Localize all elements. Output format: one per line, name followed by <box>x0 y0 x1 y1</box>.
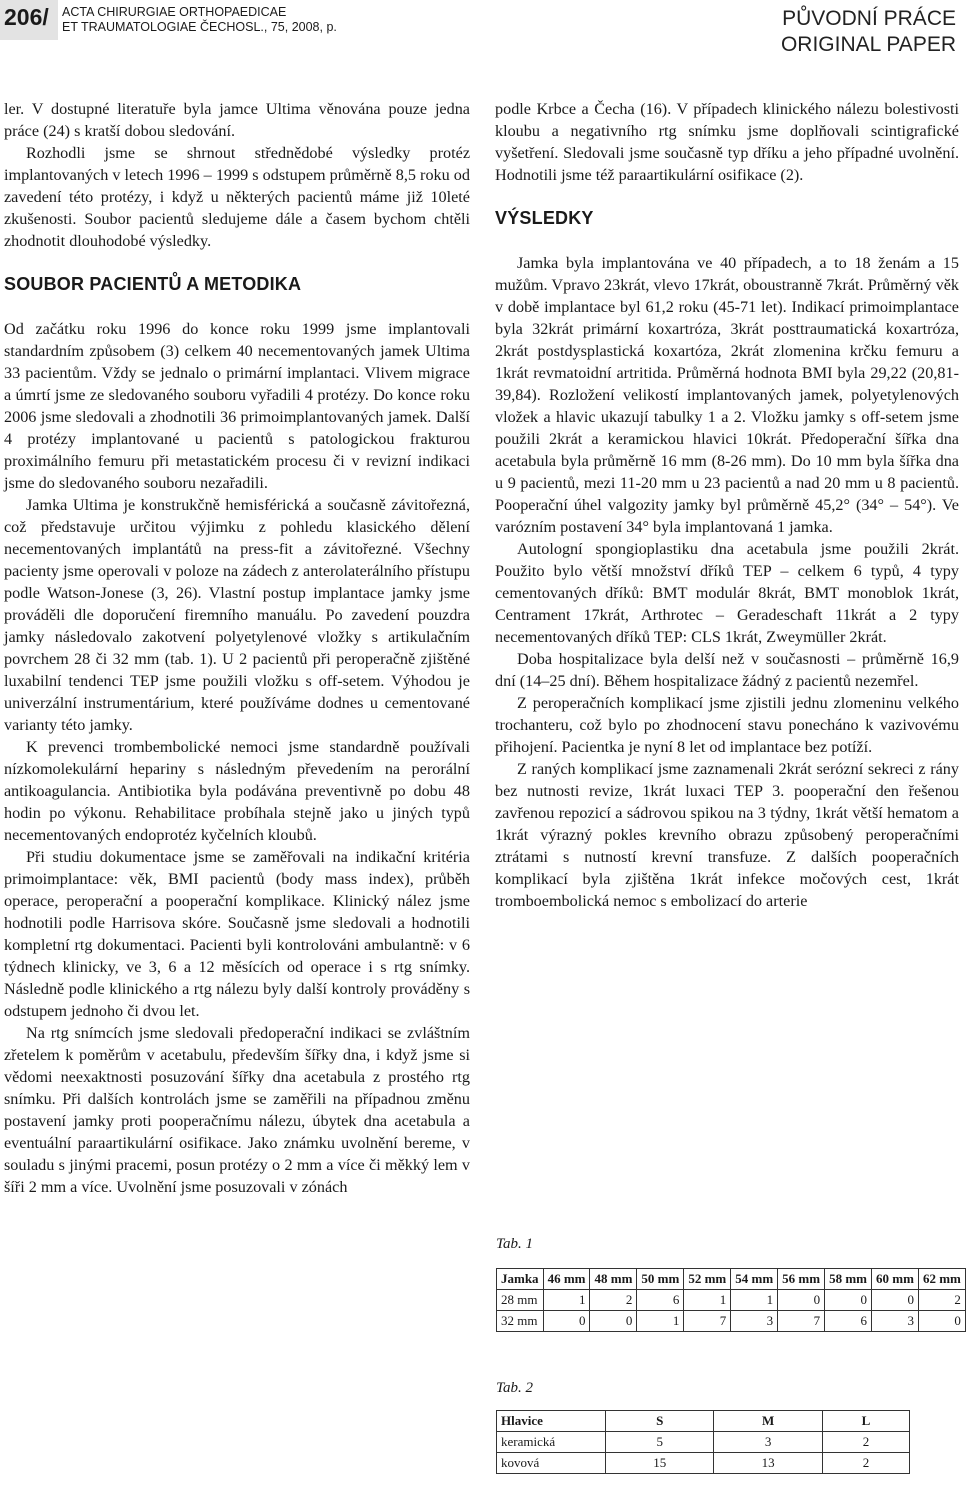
paper-type-en: ORIGINAL PAPER <box>780 33 956 56</box>
table-cell: 0 <box>872 1290 919 1311</box>
table-header-cell: 60 mm <box>872 1269 919 1290</box>
table-header-cell: Jamka <box>497 1269 544 1290</box>
paragraph: Jamka byla implantována ve 40 případech, a to 18 ženám a 15 mužům. Vpravo 23krát, vlevo 17krát, oboustranně 7krát. Průměrný věk v době implantace byl 61,2 roku (45-71 let). Indikací primoimplantace byla 32krát primární koxartróza, 3krát posttraumatická koxartróza, 2krát postdysplastická koxartóza, 2krát zlomenina krčku femuru a 1krát revmatoidní artritida. Průměrná hodnota BMI byla 29,22 (20,81-39,84). Rozložení velikostí implantovaných jamek, polyetylenových vložek a hlavic ukazují tabulky 1 a 2. Vložku jamky s off-setem jsme použili 2krát a keramickou hlavici 10krát. Předoperační šířka dna acetabula byla průměrně 16 mm (8-26 mm). Do 10 mm byla šířka dna u 9 pacientů, mezi 11-20 mm u 23 pacientů a nad 20 mm u 8 pacientů. Pooperační úhel valgozity jamky byl průměrně 45,2° (34° – 54°). Ve varózním postavení 34° byla implantovaná 1 jamka. <box>495 254 959 536</box>
table-cell: 6 <box>637 1290 684 1311</box>
paper-type <box>781 6 956 58</box>
table-cell: 0 <box>590 1311 637 1332</box>
left-column <box>4 98 470 1198</box>
paragraph: podle Krbce a Čecha (16). V případech klinického nálezu bolestivosti kloubu a negativního rtg snímku jsme doplňovali scintigrafické vyšetření. Sledovali jsme současně typ dříku a jeho případné uvolnění. Hodnotili jsme též paraartikulární osifikace (2). <box>495 100 959 184</box>
table-cell: 0 <box>918 1311 965 1332</box>
paragraph: Od začátku roku 1996 do konce roku 1999 jsme implantovali standardním způsobem (3) celkem 40 necementovaných jamek Ultima 33 pacientům. Vždy se jednalo o primární implantaci. Vlivem migrace a úmrtí jsme ze sledovaného souboru vyřadili 4 protézy. Do konce roku 2006 jsme sledovali a zhodnotili 36 primoimplantovaných jamek. Další 4 protézy implantované u pacientů s patologickou frakturou proximálního femuru při metastatickém procesu či v revizní indikaci jsme do sledovaného souboru nezařadili. <box>4 320 470 492</box>
table-cell: 0 <box>543 1311 590 1332</box>
table-cell: 2 <box>590 1290 637 1311</box>
table-cell: 6 <box>825 1311 872 1332</box>
table-1-label: Tab. 1 <box>496 1236 533 1252</box>
table-cell: 2 <box>822 1432 909 1453</box>
journal-line-1: ACTA CHIRURGIAE ORTHOPAEDICAE <box>62 5 287 19</box>
table-row <box>497 1432 910 1453</box>
table-cell: 1 <box>684 1290 731 1311</box>
paragraph: Při studiu dokumentace jsme se zaměřovali na indikační kritéria primoimplantace: věk, BMI pacientů (body mass index), průběh operace, peroperační a pooperační komplikace. Klinický nález jsme hodnotili podle Harrisova skóre. Současně jsme sledovali a hodnotili kompletní rtg dokumentaci. Pacienti byli kontrolováni ambulantně: v 6 týdnech klinicky, ve 3, 6 a 12 měsících od operace i s rtg snímky. Následně podle klinického a rtg nálezu byly další kontroly prováděny s odstupem jednoho či dvou let. <box>4 848 470 1020</box>
table-cell: kovová <box>497 1453 606 1474</box>
table-cell: 32 mm <box>497 1311 544 1332</box>
table-cell: 3 <box>872 1311 919 1332</box>
journal-line-2: ET TRAUMATOLOGIAE ČECHOSL., 75, 2008, p. <box>62 20 337 34</box>
table-cell: 7 <box>684 1311 731 1332</box>
table-cell: 3 <box>714 1432 822 1453</box>
table-cell: 3 <box>731 1311 778 1332</box>
page-header <box>0 0 960 64</box>
table-row <box>497 1453 910 1474</box>
table-cell: 15 <box>606 1453 714 1474</box>
table-header-cell: 48 mm <box>590 1269 637 1290</box>
table-2-label: Tab. 2 <box>496 1380 533 1396</box>
table-cell: 0 <box>825 1290 872 1311</box>
table-cell: 5 <box>606 1432 714 1453</box>
table-header-cell: L <box>822 1411 909 1432</box>
table-header-cell: S <box>606 1411 714 1432</box>
table-1 <box>496 1268 966 1332</box>
table-cell: 1 <box>637 1311 684 1332</box>
journal-name <box>62 5 337 35</box>
paragraph: ler. V dostupné literatuře byla jamce Ultima věnována pouze jedna práce (24) s kratší dobou sledování. <box>4 100 470 140</box>
table-row <box>497 1311 966 1332</box>
table-cell: 2 <box>822 1453 909 1474</box>
table-header-cell: 52 mm <box>684 1269 731 1290</box>
paragraph: Z raných komplikací jsme zaznamenali 2krát serózní sekreci z rány bez nutnosti revize, 1krát luxaci TEP 3. pooperační den řešenou zavřenou repozicí a sádrovou spikou na 3 týdny, 1krát větší hematom a 1krát výrazný pokles krevního obrazu způsobený peroperačními ztrátami s nutností krevní transfuze. Z dalších pooperačních komplikací byla zjištěna 1krát infekce močových cest, 1krát tromboembolická nemoc s embolizací do arterie <box>495 760 959 910</box>
section-heading-results: VÝSLEDKY <box>495 208 594 228</box>
table-header-cell: 46 mm <box>543 1269 590 1290</box>
table-2 <box>496 1410 910 1474</box>
table-cell: 1 <box>731 1290 778 1311</box>
table-cell: 7 <box>778 1311 825 1332</box>
table-header-cell: 58 mm <box>825 1269 872 1290</box>
table-header-cell: 62 mm <box>918 1269 965 1290</box>
table-cell: keramická <box>497 1432 606 1453</box>
paragraph: Doba hospitalizace byla delší než v současnosti – průměrně 16,9 dní (14–25 dní). Během hospitalizace žádný z pacientů nezemřel. <box>495 650 959 690</box>
paragraph: Autologní spongioplastiku dna acetabula jsme použili 2krát. Použito bylo větší množství dříků TEP – celkem 6 typů, 4 typy cementovaných dříků: BMT modulár 8krát, BMT monoblok 1krát, Centrament 17krát, Arthrotec – Geradeschaft 11krát a 2 typy necementovaných dříků TEP: CLS 1krát, Zweymüller 2krát. <box>495 540 959 646</box>
paragraph: Na rtg snímcích jsme sledovali předoperační indikaci se zvláštním zřetelem k poměrům v acetabulu, především šířky dna, i když jsme si vědomi neexaktnosti posuzování šířky dna acetabula z prostého rtg snímku. Při dalších kontrolách jsme se zaměřili na případnou změnu postavení jamky proti pooperačnímu nálezu, úbytek dna acetabula a eventuální paraartikulární osifikace. Jako známku uvolnění bereme, v souladu s jinými pracemi, posun protézy o 2 mm a více či měkký lem v šíři 2 mm a více. Uvolnění jsme posuzovali v zónách <box>4 1024 470 1196</box>
page-number-box <box>0 0 58 40</box>
right-column <box>495 98 959 912</box>
table-header-cell: 54 mm <box>731 1269 778 1290</box>
table-cell: 28 mm <box>497 1290 544 1311</box>
table-cell: 1 <box>543 1290 590 1311</box>
table-header-cell: Hlavice <box>497 1411 606 1432</box>
table-row <box>497 1290 966 1311</box>
paragraph: Z peroperačních komplikací jsme zjistili jednu zlomeninu velkého trochanteru, což bylo po zhodnocení stavu ponecháno k vazivovému přihojení. Pacientka je nyní 8 let od implantace bez potíží. <box>495 694 959 756</box>
paragraph: Jamka Ultima je konstrukčně hemisférická a současně závitořezná, což představuje určitou výjimku z pohledu klasického dělení necementovaných implantátů na press-fit a závitořezné. Všechny pacienty jsme operovali v poloze na zádech z anterolaterálního přístupu podle Watson-Jonese (3, 26). Vlastní postup implantace jamky jsme prováděli dle doporučení firemního manuálu. Po zavedení pouzdra jamky následovalo zakotvení polyetylenové vložky s artikulačním povrchem 28 či 32 mm (tab. 1). U 2 pacientů při peroperačně zjištěné luxabilní tendenci TEP jsme použili vložku s off-setem. Výhodou je univerzální instrumentárium, které používáme dodnes u cementované varianty této jamky. <box>4 496 470 734</box>
table-cell: 0 <box>778 1290 825 1311</box>
table-header-cell: 56 mm <box>778 1269 825 1290</box>
table-header-cell: M <box>714 1411 822 1432</box>
table-header-row <box>497 1269 966 1290</box>
table-cell: 13 <box>714 1453 822 1474</box>
section-heading-methods: SOUBOR PACIENTŮ A METODIKA <box>4 274 302 294</box>
table-header-row <box>497 1411 910 1432</box>
table-header-cell: 50 mm <box>637 1269 684 1290</box>
paper-type-cz: PŮVODNÍ PRÁCE <box>782 7 956 30</box>
page-number: 206/ <box>4 4 49 30</box>
paragraph: Rozhodli jsme se shrnout střednědobé výsledky protéz implantovaných v letech 1996 – 1999 s odstupem průměrně 8,5 roku od zavedení této protézy, i když u některých pacientů máme již 10leté zkušenosti. Soubor pacientů sledujeme dále a časem bychom chtěli zhodnotit dlouhodobé výsledky. <box>4 144 470 250</box>
table-cell: 2 <box>918 1290 965 1311</box>
paragraph: K prevenci trombembolické nemoci jsme standardně používali nízkomolekulární hepariny s následným převedením na perorální antikoagulancia. Antibiotika byla podávána preventivně po dobu 48 hodin po výkonu. Rehabilitace probíhala stejně jako u jiných typů necementovaných endoprotéz kyčelních kloubů. <box>4 738 470 844</box>
